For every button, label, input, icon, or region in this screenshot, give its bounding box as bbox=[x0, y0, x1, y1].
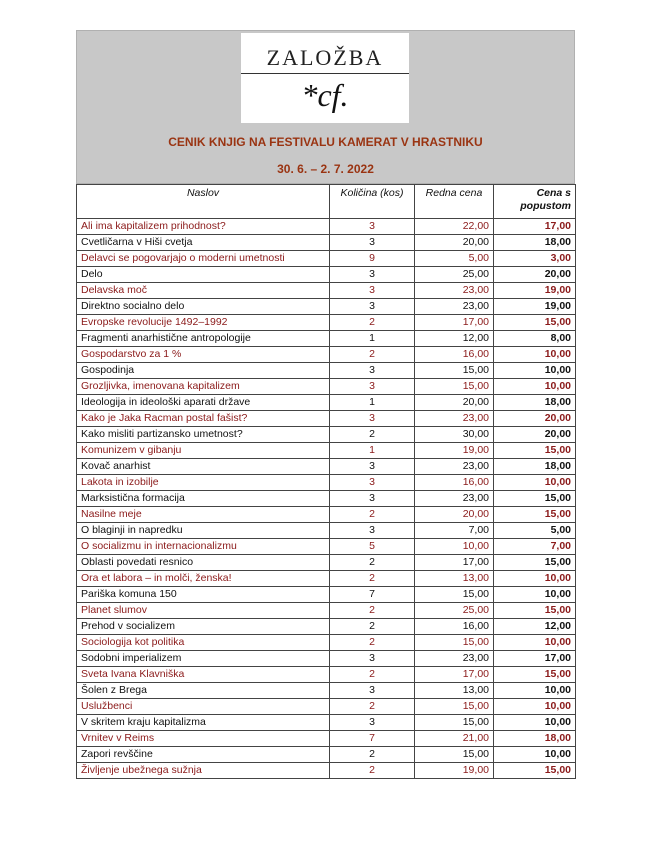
regular-price-cell: 17,00 bbox=[415, 667, 494, 683]
discount-price-cell: 19,00 bbox=[494, 299, 576, 315]
regular-price-cell: 23,00 bbox=[415, 299, 494, 315]
quantity-cell: 1 bbox=[330, 443, 415, 459]
column-header-discount-price bbox=[494, 185, 576, 219]
discount-price-cell: 20,00 bbox=[494, 427, 576, 443]
regular-price-cell: 17,00 bbox=[415, 555, 494, 571]
book-title-cell: Planet slumov bbox=[77, 603, 330, 619]
table-row bbox=[77, 459, 576, 475]
quantity-cell: 3 bbox=[330, 267, 415, 283]
regular-price-cell: 12,00 bbox=[415, 331, 494, 347]
quantity-cell: 1 bbox=[330, 331, 415, 347]
book-title-cell: Zapori revščine bbox=[77, 747, 330, 763]
discount-price-cell: 10,00 bbox=[494, 571, 576, 587]
book-title-cell: O socializmu in internacionalizmu bbox=[77, 539, 330, 555]
price-list-sheet bbox=[76, 30, 575, 779]
regular-price-cell: 16,00 bbox=[415, 475, 494, 491]
book-title-cell: Kovač anarhist bbox=[77, 459, 330, 475]
quantity-cell: 3 bbox=[330, 683, 415, 699]
table-row bbox=[77, 491, 576, 507]
regular-price-cell: 23,00 bbox=[415, 459, 494, 475]
book-title-cell: Uslužbenci bbox=[77, 699, 330, 715]
quantity-cell: 3 bbox=[330, 715, 415, 731]
table-header-row bbox=[77, 185, 576, 219]
regular-price-cell: 15,00 bbox=[415, 747, 494, 763]
table-row bbox=[77, 347, 576, 363]
table-row bbox=[77, 507, 576, 523]
book-title-cell: Nasilne meje bbox=[77, 507, 330, 523]
quantity-cell: 2 bbox=[330, 699, 415, 715]
book-title-cell: Grozljivka, imenovana kapitalizem bbox=[77, 379, 330, 395]
quantity-cell: 7 bbox=[330, 587, 415, 603]
regular-price-cell: 20,00 bbox=[415, 395, 494, 411]
book-title-cell: Gospodinja bbox=[77, 363, 330, 379]
regular-price-cell: 20,00 bbox=[415, 235, 494, 251]
discount-price-cell: 15,00 bbox=[494, 667, 576, 683]
book-title-cell: Sveta Ivana Klavniška bbox=[77, 667, 330, 683]
table-row bbox=[77, 331, 576, 347]
discount-price-cell: 17,00 bbox=[494, 651, 576, 667]
publisher-logo bbox=[241, 33, 409, 123]
quantity-cell: 2 bbox=[330, 347, 415, 363]
regular-price-cell: 13,00 bbox=[415, 571, 494, 587]
quantity-cell: 2 bbox=[330, 603, 415, 619]
book-title-cell: O blaginji in napredku bbox=[77, 523, 330, 539]
regular-price-cell: 10,00 bbox=[415, 539, 494, 555]
discount-price-cell: 10,00 bbox=[494, 635, 576, 651]
table-row bbox=[77, 235, 576, 251]
document-title: CENIK KNJIG NA FESTIVALU KAMERAT V HRASTNIKU bbox=[168, 135, 483, 149]
discount-price-cell: 10,00 bbox=[494, 699, 576, 715]
quantity-cell: 2 bbox=[330, 315, 415, 331]
discount-price-cell: 5,00 bbox=[494, 523, 576, 539]
quantity-cell: 3 bbox=[330, 491, 415, 507]
table-row bbox=[77, 715, 576, 731]
column-header-title: Naslov bbox=[77, 185, 330, 219]
regular-price-cell: 23,00 bbox=[415, 651, 494, 667]
logo-top-text: ZALOŽBA bbox=[266, 45, 384, 70]
quantity-cell: 3 bbox=[330, 475, 415, 491]
table-row bbox=[77, 667, 576, 683]
book-title-cell: Ideologija in ideološki aparati države bbox=[77, 395, 330, 411]
regular-price-cell: 22,00 bbox=[415, 219, 494, 235]
discount-price-cell: 15,00 bbox=[494, 763, 576, 779]
header-banner bbox=[76, 30, 575, 184]
regular-price-cell: 25,00 bbox=[415, 267, 494, 283]
discount-price-cell: 19,00 bbox=[494, 283, 576, 299]
quantity-cell: 2 bbox=[330, 571, 415, 587]
quantity-cell: 3 bbox=[330, 379, 415, 395]
quantity-cell: 2 bbox=[330, 619, 415, 635]
table-row bbox=[77, 763, 576, 779]
book-title-cell: Evropske revolucije 1492–1992 bbox=[77, 315, 330, 331]
quantity-cell: 3 bbox=[330, 219, 415, 235]
book-title-cell: Pariška komuna 150 bbox=[77, 587, 330, 603]
discount-price-cell: 20,00 bbox=[494, 411, 576, 427]
regular-price-cell: 23,00 bbox=[415, 491, 494, 507]
book-title-cell: Lakota in izobilje bbox=[77, 475, 330, 491]
regular-price-cell: 30,00 bbox=[415, 427, 494, 443]
book-title-cell: Gospodarstvo za 1 % bbox=[77, 347, 330, 363]
book-title-cell: Vrnitev v Reims bbox=[77, 731, 330, 747]
book-title-cell: Šolen z Brega bbox=[77, 683, 330, 699]
discount-price-cell: 10,00 bbox=[494, 683, 576, 699]
regular-price-cell: 15,00 bbox=[415, 363, 494, 379]
regular-price-cell: 19,00 bbox=[415, 443, 494, 459]
table-row bbox=[77, 731, 576, 747]
regular-price-cell: 15,00 bbox=[415, 379, 494, 395]
quantity-cell: 2 bbox=[330, 507, 415, 523]
book-title-cell: Delo bbox=[77, 267, 330, 283]
discount-price-cell: 20,00 bbox=[494, 267, 576, 283]
table-row bbox=[77, 651, 576, 667]
table-row bbox=[77, 571, 576, 587]
discount-price-cell: 10,00 bbox=[494, 715, 576, 731]
quantity-cell: 9 bbox=[330, 251, 415, 267]
price-table bbox=[76, 184, 576, 779]
discount-price-cell: 10,00 bbox=[494, 747, 576, 763]
table-row bbox=[77, 283, 576, 299]
book-title-cell: Fragmenti anarhistične antropologije bbox=[77, 331, 330, 347]
regular-price-cell: 13,00 bbox=[415, 683, 494, 699]
table-row bbox=[77, 251, 576, 267]
book-title-cell: Delavska moč bbox=[77, 283, 330, 299]
table-row bbox=[77, 363, 576, 379]
quantity-cell: 7 bbox=[330, 731, 415, 747]
regular-price-cell: 20,00 bbox=[415, 507, 494, 523]
table-row bbox=[77, 555, 576, 571]
book-title-cell: Sodobni imperializem bbox=[77, 651, 330, 667]
regular-price-cell: 16,00 bbox=[415, 347, 494, 363]
discount-price-cell: 15,00 bbox=[494, 443, 576, 459]
quantity-cell: 3 bbox=[330, 283, 415, 299]
table-row bbox=[77, 539, 576, 555]
book-title-cell: Kako misliti partizansko umetnost? bbox=[77, 427, 330, 443]
book-title-cell: Življenje ubežnega sužnja bbox=[77, 763, 330, 779]
book-title-cell: Ali ima kapitalizem prihodnost? bbox=[77, 219, 330, 235]
book-title-cell: V skritem kraju kapitalizma bbox=[77, 715, 330, 731]
discount-price-cell: 18,00 bbox=[494, 235, 576, 251]
logo-bottom-text: *cf. bbox=[301, 77, 349, 113]
book-title-cell: Ora et labora – in molči, ženska! bbox=[77, 571, 330, 587]
book-title-cell: Marksistična formacija bbox=[77, 491, 330, 507]
table-row bbox=[77, 427, 576, 443]
table-row bbox=[77, 523, 576, 539]
discount-price-cell: 15,00 bbox=[494, 315, 576, 331]
regular-price-cell: 5,00 bbox=[415, 251, 494, 267]
table-row bbox=[77, 699, 576, 715]
table-row bbox=[77, 619, 576, 635]
quantity-cell: 3 bbox=[330, 299, 415, 315]
discount-price-cell: 10,00 bbox=[494, 475, 576, 491]
quantity-cell: 3 bbox=[330, 363, 415, 379]
discount-price-cell: 15,00 bbox=[494, 491, 576, 507]
table-row bbox=[77, 635, 576, 651]
table-body bbox=[77, 219, 576, 779]
discount-price-cell: 18,00 bbox=[494, 395, 576, 411]
table-row bbox=[77, 411, 576, 427]
table-row bbox=[77, 683, 576, 699]
discount-price-cell: 15,00 bbox=[494, 507, 576, 523]
quantity-cell: 3 bbox=[330, 523, 415, 539]
quantity-cell: 3 bbox=[330, 235, 415, 251]
discount-price-cell: 18,00 bbox=[494, 731, 576, 747]
logo-divider bbox=[241, 73, 409, 74]
regular-price-cell: 19,00 bbox=[415, 763, 494, 779]
regular-price-cell: 21,00 bbox=[415, 731, 494, 747]
quantity-cell: 1 bbox=[330, 395, 415, 411]
discount-price-cell: 12,00 bbox=[494, 619, 576, 635]
discount-price-cell: 15,00 bbox=[494, 555, 576, 571]
discount-price-cell: 7,00 bbox=[494, 539, 576, 555]
quantity-cell: 2 bbox=[330, 747, 415, 763]
discount-price-cell: 8,00 bbox=[494, 331, 576, 347]
quantity-cell: 5 bbox=[330, 539, 415, 555]
table-row bbox=[77, 315, 576, 331]
discount-price-cell: 10,00 bbox=[494, 347, 576, 363]
quantity-cell: 3 bbox=[330, 411, 415, 427]
quantity-cell: 3 bbox=[330, 459, 415, 475]
regular-price-cell: 25,00 bbox=[415, 603, 494, 619]
discount-price-cell: 10,00 bbox=[494, 379, 576, 395]
discount-price-cell: 17,00 bbox=[494, 219, 576, 235]
book-title-cell: Prehod v socializem bbox=[77, 619, 330, 635]
quantity-cell: 2 bbox=[330, 635, 415, 651]
book-title-cell: Komunizem v gibanju bbox=[77, 443, 330, 459]
discount-price-cell: 10,00 bbox=[494, 587, 576, 603]
regular-price-cell: 7,00 bbox=[415, 523, 494, 539]
quantity-cell: 2 bbox=[330, 667, 415, 683]
book-title-cell: Direktno socialno delo bbox=[77, 299, 330, 315]
regular-price-cell: 17,00 bbox=[415, 315, 494, 331]
regular-price-cell: 16,00 bbox=[415, 619, 494, 635]
regular-price-cell: 23,00 bbox=[415, 411, 494, 427]
discount-price-cell: 18,00 bbox=[494, 459, 576, 475]
table-row bbox=[77, 603, 576, 619]
book-title-cell: Delavci se pogovarjajo o moderni umetnosti bbox=[77, 251, 330, 267]
quantity-cell: 3 bbox=[330, 651, 415, 667]
quantity-cell: 2 bbox=[330, 427, 415, 443]
table-row bbox=[77, 443, 576, 459]
table-row bbox=[77, 395, 576, 411]
book-title-cell: Oblasti povedati resnico bbox=[77, 555, 330, 571]
table-row bbox=[77, 747, 576, 763]
column-header-quantity: Količina (kos) bbox=[330, 185, 415, 219]
discount-price-cell: 15,00 bbox=[494, 603, 576, 619]
regular-price-cell: 15,00 bbox=[415, 635, 494, 651]
book-title-cell: Cvetličarna v Hiši cvetja bbox=[77, 235, 330, 251]
table-row bbox=[77, 587, 576, 603]
quantity-cell: 2 bbox=[330, 763, 415, 779]
table-row bbox=[77, 475, 576, 491]
quantity-cell: 2 bbox=[330, 555, 415, 571]
discount-price-cell: 3,00 bbox=[494, 251, 576, 267]
document-date: 30. 6. – 2. 7. 2022 bbox=[277, 162, 374, 176]
regular-price-cell: 15,00 bbox=[415, 699, 494, 715]
column-header-price: Redna cena bbox=[415, 185, 494, 219]
table-row bbox=[77, 299, 576, 315]
regular-price-cell: 15,00 bbox=[415, 587, 494, 603]
table-row bbox=[77, 267, 576, 283]
discount-header-label: Cena s popustom bbox=[520, 187, 571, 212]
discount-price-cell: 10,00 bbox=[494, 363, 576, 379]
table-row bbox=[77, 219, 576, 235]
regular-price-cell: 23,00 bbox=[415, 283, 494, 299]
regular-price-cell: 15,00 bbox=[415, 715, 494, 731]
book-title-cell: Sociologija kot politika bbox=[77, 635, 330, 651]
book-title-cell: Kako je Jaka Racman postal fašist? bbox=[77, 411, 330, 427]
table-row bbox=[77, 379, 576, 395]
